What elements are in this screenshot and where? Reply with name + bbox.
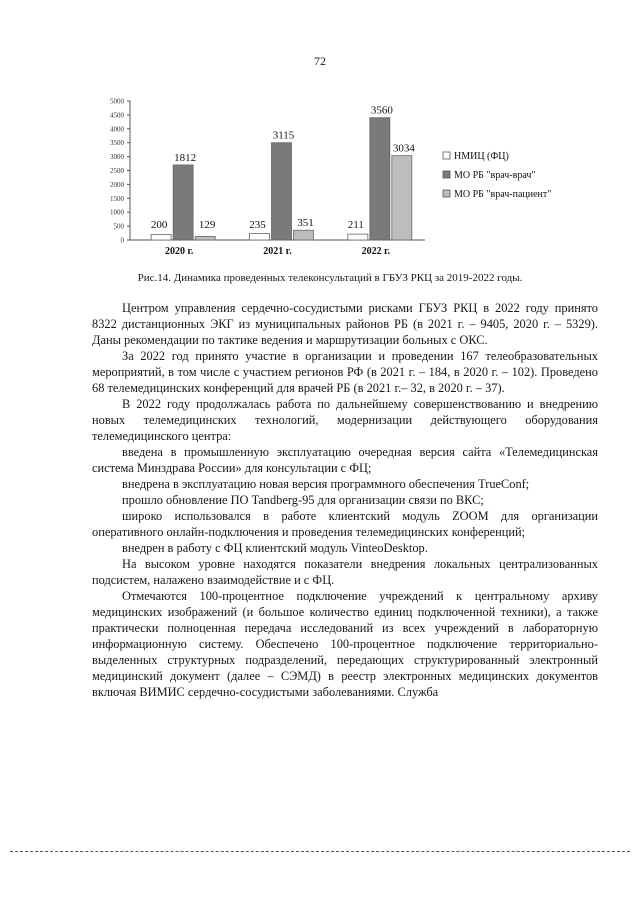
data-label: 211 [347, 219, 364, 231]
y-tick-label: 4000 [110, 125, 124, 134]
data-label: 3560 [370, 104, 393, 117]
legend-swatch [443, 171, 450, 178]
body-text [92, 300, 598, 700]
x-category-label: 2021 г. [263, 246, 292, 257]
data-label: 351 [297, 217, 314, 230]
data-label: 3115 [272, 129, 295, 142]
list-item-trueconf: внедрена в эксплуатацию новая версия программного обеспечения TrueConf; [122, 477, 530, 491]
y-tick-label: 3500 [110, 139, 124, 148]
bar-1 [151, 234, 171, 240]
list-item-zoom: широко использовался в работе клиентский модуль ZOOM для организации оперативного онлайн-подключения и проведения телемедицинских конференций; [92, 509, 598, 539]
paragraph-ecg: Центром управления сердечно-сосудистыми рисками ГБУЗ РКЦ в 2022 году принято 8322 дистанционных ЭКГ из муниципальных районов РБ (в 2021 г. – 9405, 2020 г. – 5329). Даны рекомендации по тактике ведения и маршрутизации больных с ОКС. [92, 301, 598, 347]
y-tick-label: 1000 [110, 208, 124, 217]
bar-2 [173, 165, 193, 240]
figure-caption: Рис.14. Динамика проведенных телеконсультаций в ГБУЗ РКЦ за 2019-2022 годы. [137, 272, 523, 284]
paragraph-modernization: В 2022 году продолжалась работа по дальнейшему совершенствованию и внедрению новых телемедицинских технологий, модернизации действующего оборудования телемедицинского центра: [92, 397, 598, 443]
legend-label: НМИЦ (ФЦ) [454, 151, 509, 162]
legend-swatch [443, 152, 450, 159]
paragraph-education: За 2022 год принято участие в организации и проведении 167 телеобразовательных мероприятий, в том числе с участием регионов РФ (в 2021 г. – 184, в 2020 г. – 102). Проведено 68 телемедицинских конференций для врачей РБ (в 2021 г.– 32, в 2020 г. – 37). [92, 349, 598, 395]
data-label: 1812 [174, 151, 197, 164]
list-item-tandberg: прошло обновление ПО Tandberg-95 для организации связи по ВКС; [122, 493, 484, 507]
y-tick-label: 4500 [110, 111, 124, 120]
bar-2 [272, 143, 292, 240]
list-item-website: введена в промышленную эксплуатацию очередная версия сайта «Телемедицинская система Минздрава России» для консультации с ФЦ; [92, 445, 598, 475]
data-label: 3034 [392, 142, 415, 155]
paragraph-subsystems: На высоком уровне находятся показатели внедрения локальных централизованных подсистем, налажено взаимодействие и с ФЦ. [92, 557, 598, 587]
page-bottom-rule [10, 851, 630, 852]
bar-3 [195, 236, 215, 240]
bar-3 [392, 156, 412, 240]
y-tick-label: 2000 [110, 180, 124, 189]
data-label: 200 [150, 219, 168, 231]
legend-label: МО РБ "врач-врач" [454, 170, 536, 181]
y-tick-label: 0 [120, 236, 124, 245]
list-item-vinteo: внедрен в работу с ФЦ клиентский модуль VinteoDesktop. [122, 541, 428, 555]
y-tick-label: 2500 [110, 167, 124, 175]
bar-3 [294, 230, 314, 240]
legend-label: МО РБ "врач-пациент" [454, 189, 552, 200]
y-tick-label: 5000 [110, 97, 124, 106]
data-label: 235 [249, 219, 266, 231]
x-category-label: 2020 г. [164, 246, 194, 257]
y-tick-label: 1500 [110, 194, 124, 203]
data-label: 129 [198, 219, 216, 231]
y-tick-label: 500 [113, 222, 124, 231]
bar-1 [250, 233, 270, 240]
bar-2 [370, 118, 390, 240]
bar-1 [348, 234, 368, 240]
legend-swatch [443, 190, 450, 197]
telecons-bar-chart [95, 93, 595, 268]
y-tick-label: 3000 [110, 153, 124, 162]
paragraph-connection: Отмечаются 100-процентное подключение учреждений к центральному архиву медицинских изображений (и большое количество единиц подключенной техники), а также практически полноценная передача исследований из всех учреждений в лабораторную информационную систему. Обеспечено 100-процентное подключение территориально-выделенных структурных подразделений, передающих структурированный электронный медицинский документ (далее – СЭМД) в реестр электронных медицинских документов включая ВИМИС сердечно-сосудистыми заболеваниями. Служба [92, 589, 598, 699]
x-category-label: 2022 г. [361, 246, 391, 257]
page-number: 72 [314, 54, 326, 68]
